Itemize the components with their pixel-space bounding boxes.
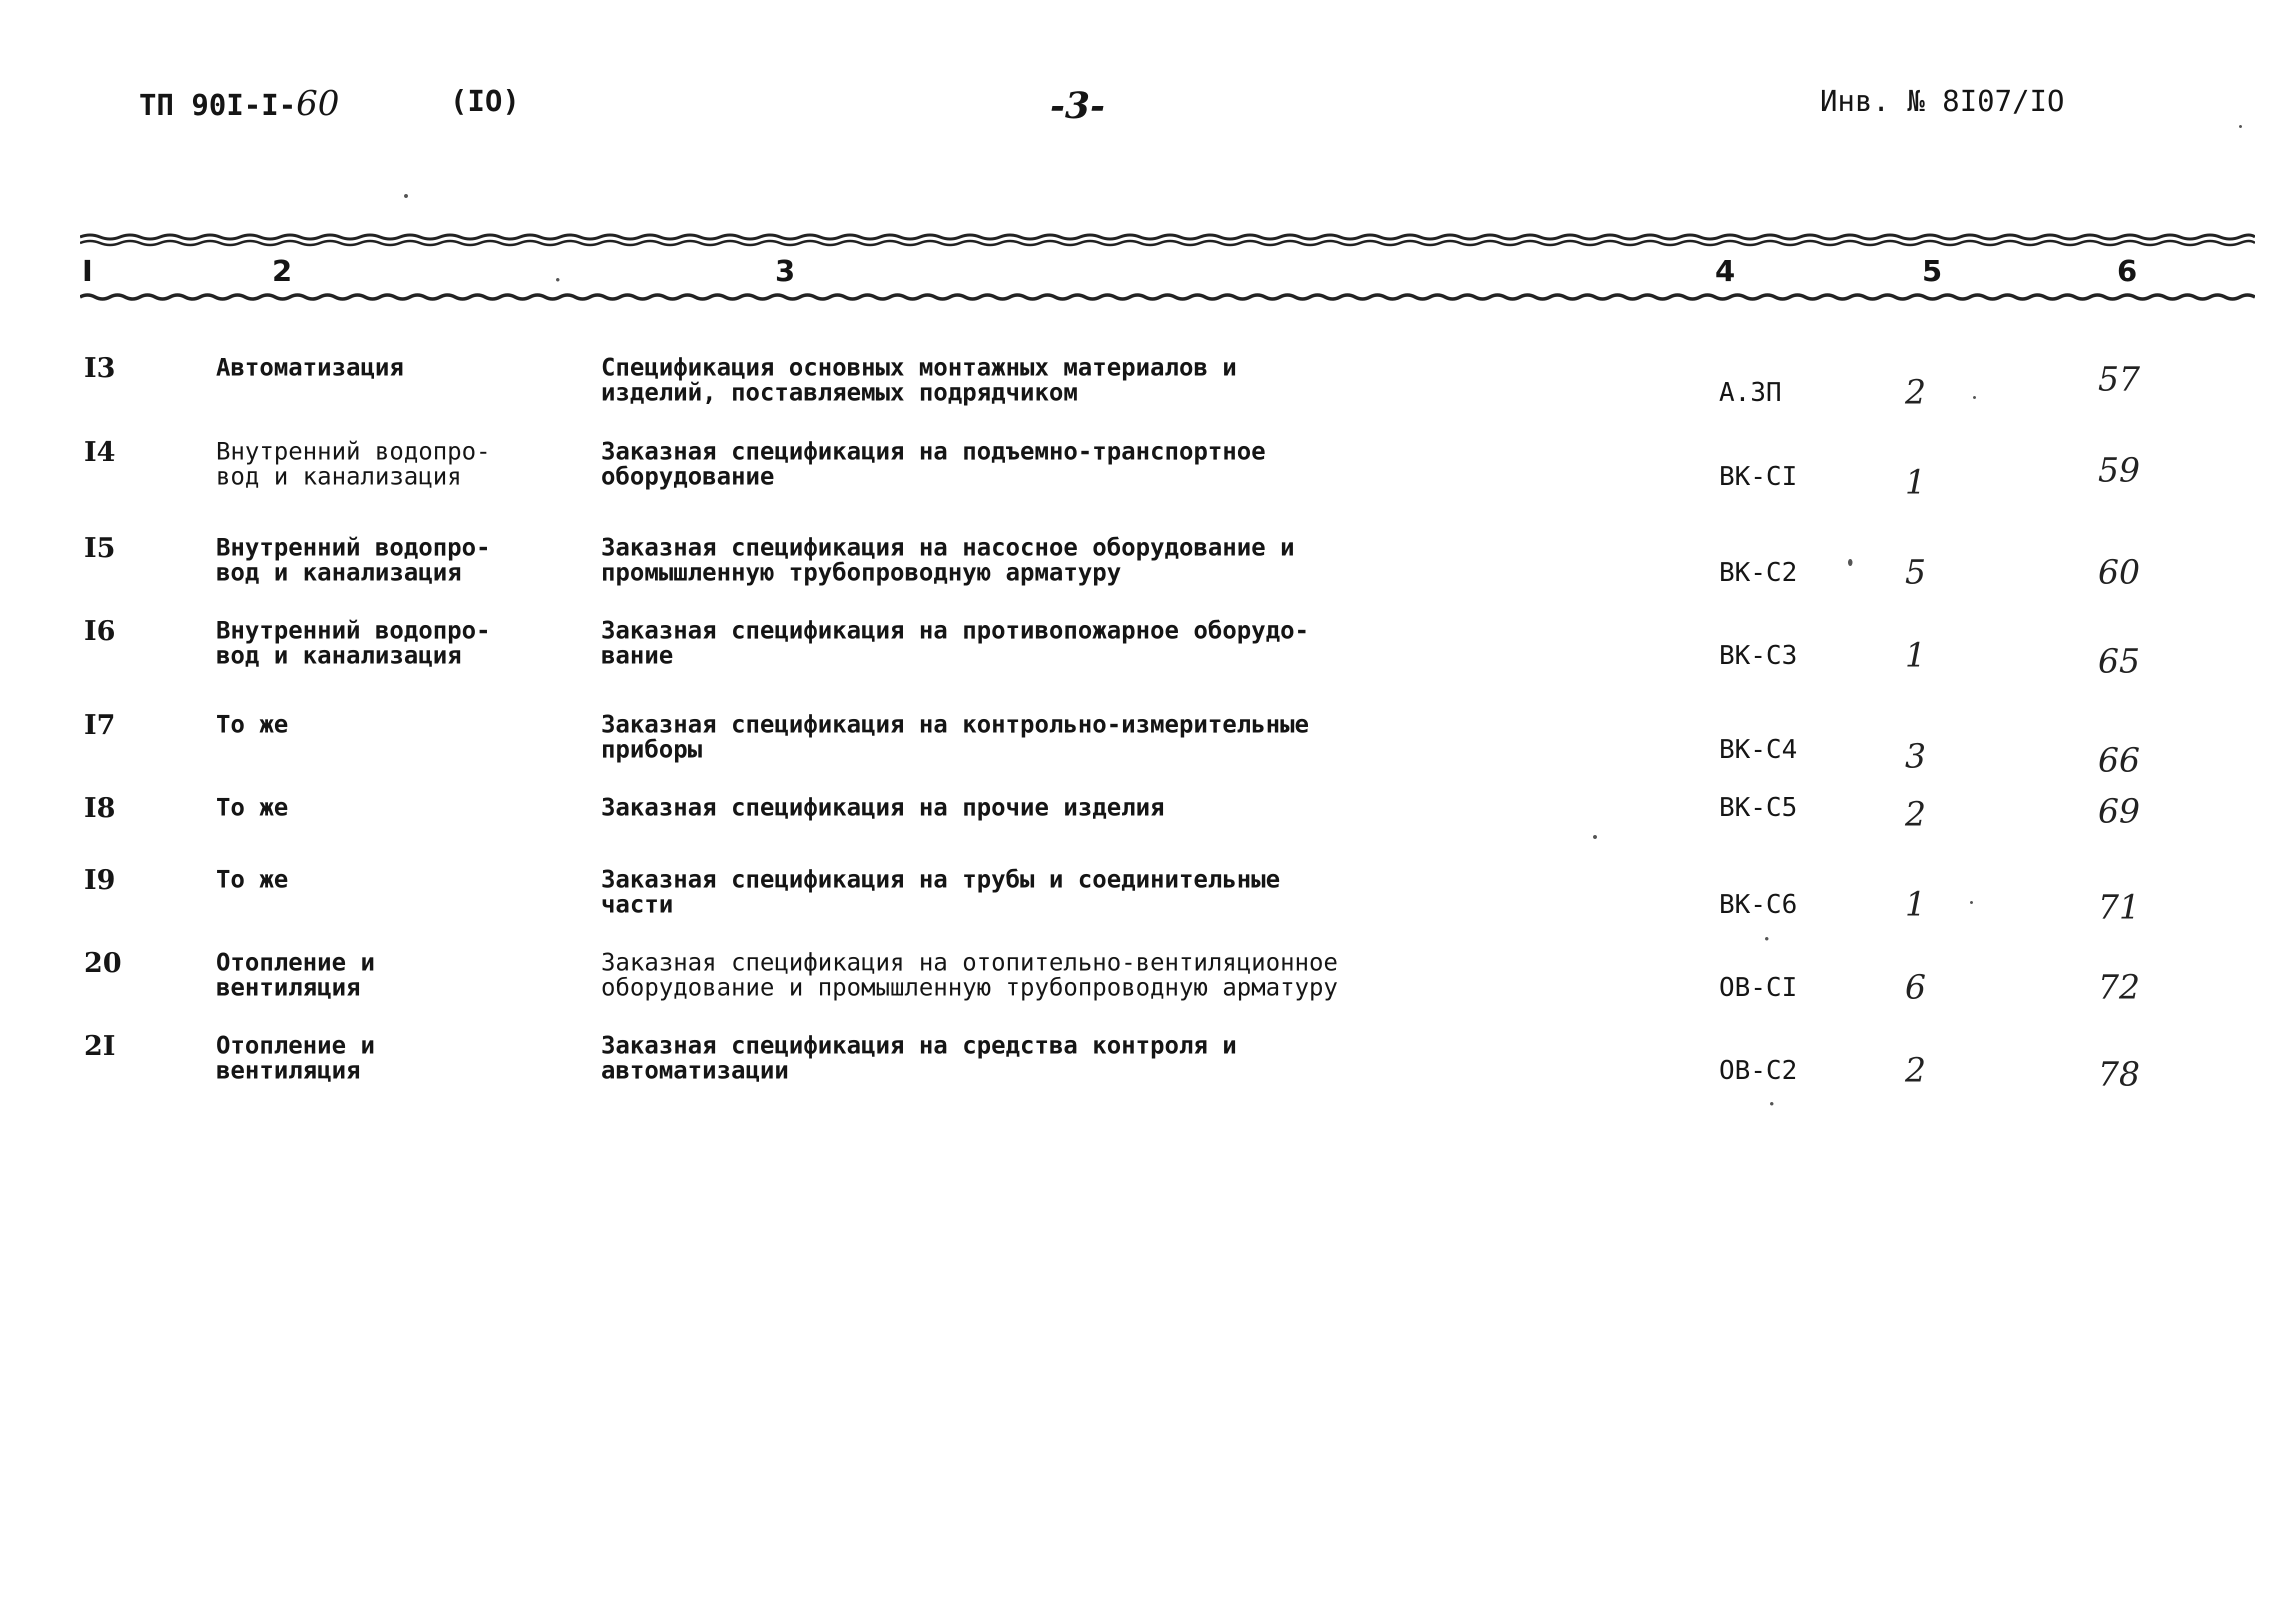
row-mark: ВК-СI <box>1719 462 1798 492</box>
row-title: Спецификация основных монтажных материалов и изделий, поставляемых подрядчиком <box>601 354 1237 406</box>
column-header-5: 5 <box>1922 254 1942 288</box>
row-sheets: 1 <box>1905 885 1926 924</box>
row-page: 65 <box>2098 642 2140 680</box>
row-section: Внутренний водопро- вод и канализация <box>216 616 491 670</box>
row-sheets: 5 <box>1905 553 1926 592</box>
row-mark: ВК-С3 <box>1719 640 1798 670</box>
scan-speck <box>1765 937 1768 940</box>
column-header-4: 4 <box>1715 254 1736 288</box>
row-sheets: 6 <box>1905 968 1926 1006</box>
row-section: Автоматизация <box>216 354 404 382</box>
row-section: Отопление и вентиляция <box>216 948 375 1002</box>
doc-code <box>139 84 340 124</box>
row-number: I3 <box>84 352 116 384</box>
row-sheets: 2 <box>1905 795 1926 834</box>
row-number: I9 <box>84 864 116 896</box>
row-mark: ВК-С4 <box>1719 734 1798 764</box>
row-number: 20 <box>84 946 122 978</box>
row-mark: А.3П <box>1719 378 1782 408</box>
row-page: 66 <box>2098 741 2140 780</box>
scan-speck <box>1770 1102 1774 1106</box>
row-section: Отопление и вентиляция <box>216 1032 375 1084</box>
column-header-3: 3 <box>775 254 796 288</box>
row-page: 57 <box>2098 360 2140 398</box>
row-sheets: 1 <box>1905 636 1926 674</box>
row-title: Заказная спецификация на средства контроля и автоматизации <box>601 1032 1237 1084</box>
scan-speck <box>2239 125 2242 128</box>
table-header-rule <box>80 290 2255 307</box>
row-sheets: 2 <box>1905 373 1926 412</box>
row-title: Заказная спецификация на отопительно-вентиляционное оборудование и промышленную трубопроводную арматуру <box>601 948 1338 1002</box>
scan-speck <box>1973 396 1976 399</box>
row-number: I8 <box>84 792 116 824</box>
row-title: Заказная спецификация на трубы и соединительные части <box>601 866 1280 918</box>
column-header-6: 6 <box>2117 254 2138 288</box>
row-mark: ОВ-СI <box>1719 972 1798 1002</box>
scan-speck <box>1593 835 1597 839</box>
scan-speck <box>556 278 560 282</box>
row-title: Заказная спецификация на прочие изделия <box>601 794 1165 822</box>
row-mark: ВК-С6 <box>1719 890 1798 920</box>
scan-speck <box>1970 901 1973 904</box>
page-number: -3- <box>1050 84 1105 126</box>
row-number: I6 <box>84 614 116 646</box>
doc-code-printed: ТП 90I-I- <box>139 88 296 122</box>
row-section: Внутренний водопро- вод и канализация <box>216 534 491 586</box>
row-mark: ОВ-С2 <box>1719 1056 1798 1086</box>
row-number: I7 <box>84 708 116 740</box>
column-header-1: I <box>82 254 93 288</box>
row-mark: ВК-С5 <box>1719 792 1798 822</box>
scan-speck <box>1848 559 1852 566</box>
row-sheets: 3 <box>1905 737 1926 776</box>
row-section: То же <box>216 794 288 822</box>
row-section: То же <box>216 866 288 894</box>
inventory-number: Инв. № 8I07/IO <box>1820 84 2064 118</box>
row-number: I5 <box>84 532 116 564</box>
doc-code-handwritten: 60 <box>296 84 340 124</box>
row-title: Заказная спецификация на подъемно-транспортное оборудование <box>601 438 1266 490</box>
row-section: То же <box>216 710 288 738</box>
row-page: 59 <box>2098 451 2140 490</box>
row-mark: ВК-С2 <box>1719 558 1798 588</box>
row-section: Внутренний водопро- вод и канализация <box>216 438 491 490</box>
scan-speck <box>404 194 408 198</box>
column-header-2: 2 <box>272 254 292 288</box>
row-sheets: 1 <box>1905 463 1926 502</box>
row-page: 69 <box>2098 792 2140 830</box>
row-number: I4 <box>84 436 116 468</box>
table-top-rule <box>80 231 2255 248</box>
album-number: (IO) <box>450 84 520 118</box>
row-title: Заказная спецификация на противопожарное оборудо- вание <box>601 616 1310 670</box>
row-title: Заказная спецификация на контрольно-измерительные приборы <box>601 710 1310 764</box>
row-number: 2I <box>84 1030 116 1062</box>
row-title: Заказная спецификация на насосное оборудование и промышленную трубопроводную арматуру <box>601 534 1295 586</box>
row-sheets: 2 <box>1905 1051 1926 1090</box>
row-page: 78 <box>2098 1055 2140 1094</box>
row-page: 72 <box>2098 968 2140 1006</box>
row-page: 71 <box>2098 888 2140 926</box>
row-page: 60 <box>2098 553 2140 592</box>
